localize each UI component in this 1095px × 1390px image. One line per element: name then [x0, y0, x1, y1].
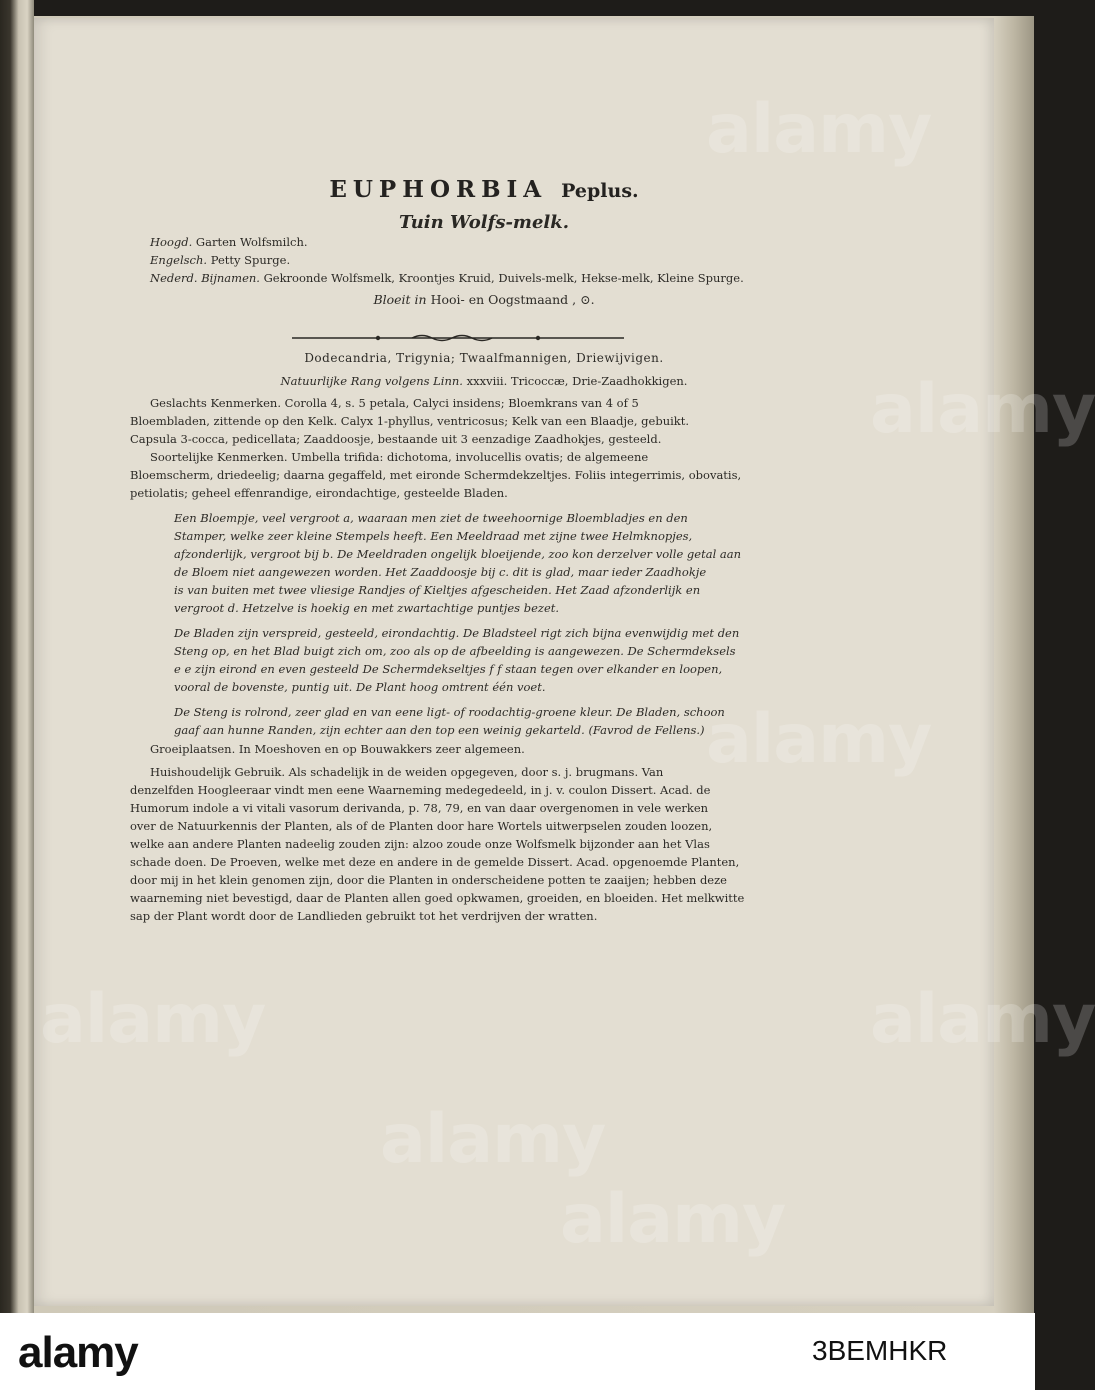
footer-bar — [0, 1313, 1035, 1390]
leaf-line: Steng op, en het Blad buigt zich om, zoo als op de afbeelding is aangewezen. De Schermdeksels — [174, 644, 736, 658]
name-row-dutch: Nederd. Bijnamen. Gekroonde Wolfsmelk, Kroontjes Kruid, Duivels-melk, Hekse-melk, Kleine Spurge. — [150, 271, 744, 285]
flower-line: Een Bloempje, veel vergroot a, waaraan men ziet de tweehoornige Bloembladjes en den — [174, 511, 688, 525]
usage-line: sap der Plant wordt door de Landlieden gebruikt tot het verdrijven der wratten. — [130, 909, 598, 923]
usage-line: welke aan andere Planten nadeelig zouden zijn: alzoo zoude onze Wolfsmelk bijzonder aan het Vlas — [130, 837, 710, 851]
usage-line: over de Natuurkennis der Planten, als of de Planten door hare Wortels uitwerpselen zouden loozen, — [130, 819, 713, 833]
watermark: alamy — [706, 700, 932, 779]
genus-line: Geslachts Kenmerken. Corolla 4, s. 5 petala, Calyci insidens; Bloemkrans van 4 of 5 — [150, 396, 639, 410]
species-line: Bloemscherm, driedeelig; daarna gegaffeld, met eironde Schermdekzeltjes. Foliis integerrimis, obovatis, — [130, 468, 742, 482]
species-line: Soortelijke Kenmerken. Umbella trifida: dichotoma, involucellis ovatis; de algemeene — [150, 450, 649, 464]
watermark: alamy — [560, 1180, 786, 1259]
name-row-german: Hoogd. Garten Wolfsmilch. — [150, 235, 308, 249]
species-name: Peplus. — [561, 180, 639, 202]
usage-line: schade doen. De Proeven, welke met deze en andere in de gemelde Dissert. Acad. opgenoemde Planten, — [130, 855, 740, 869]
classification: Dodecandria, Trigynia; Twaalfmannigen, Driewijvigen. — [304, 351, 664, 365]
flower-line: Stamper, welke zeer kleine Stempels heeft. Een Meeldraad met zijne twee Helmknopjes, — [174, 529, 693, 543]
growing-places: Groeiplaatsen. In Moeshoven en op Bouwakkers zeer algemeen. — [150, 742, 525, 756]
book-spine — [0, 0, 34, 1313]
natural-rank: Natuurlijke Rang volgens Linn. xxxviii. Tricoccæ, Drie-Zaadhokkigen. — [280, 374, 688, 388]
genus-line: Bloembladen, zittende op den Kelk. Calyx 1-phyllus, ventricosus; Kelk van een Blaadje, gebuikt. — [130, 414, 690, 428]
ornamental-rule — [292, 334, 624, 342]
flower-line: vergroot d. Hetzelve is hoekig en met zwartachtige puntjes bezet. — [174, 601, 560, 615]
footer-logo: alamy — [18, 1328, 138, 1377]
species-line: petiolatis; geheel effenrandige, eirondachtige, gesteelde Bladen. — [130, 486, 508, 500]
watermark: alamy — [870, 980, 1095, 1059]
stem-line: gaaf aan hunne Randen, zijn echter aan den top een weinig gekarteld. (Favrod de Fellens.) — [174, 723, 705, 737]
watermark: alamy — [870, 370, 1095, 449]
flower-line: is van buiten met twee vliesige Randjes of Kieltjes afgescheiden. Het Zaad afzonderlijk en — [174, 583, 701, 597]
genus-name: EUPHORBIA — [329, 176, 548, 203]
leaf-line: vooral de bovenste, puntig uit. De Plant hoog omtrent één voet. — [174, 680, 546, 694]
image-id: 3BEMHKR — [812, 1335, 948, 1366]
usage-line: Humorum indole a vi vitali vasorum derivanda, p. 78, 79, en van daar overgenomen in vele werken — [130, 801, 709, 815]
usage-line: waarneming niet bevestigd, daar de Planten allen goed opkwamen, groeiden, en bloeiden. Het melkwitte — [130, 891, 745, 905]
watermark: alamy — [380, 1100, 606, 1179]
dutch-title: Tuin Wolfs-melk. — [398, 212, 570, 233]
watermark: alamy — [40, 980, 266, 1059]
flower-line: de Bloem niet aangewezen worden. Het Zaaddoosje bij c. dit is glad, maar ieder Zaadhokje — [174, 565, 707, 579]
usage-line: door mij in het klein genomen zijn, door die Planten in onderscheidene potten te zaaijen; hebben deze — [130, 873, 727, 887]
genus-line: Capsula 3-cocca, pedicellata; Zaaddoosje, bestaande uit 3 eenzadige Zaadhokjes, gesteeld. — [130, 432, 662, 446]
watermark: alamy — [706, 90, 932, 169]
flower-line: afzonderlijk, vergroot bij b. De Meeldraden ongelijk bloeijende, zoo kon derzelver volle getal aan — [174, 547, 742, 561]
bloom-line: Bloeit in Hooi- en Oogstmaand , ⊙. — [373, 292, 595, 307]
stem-line: De Steng is rolrond, zeer glad en van eene ligt- of roodachtig-groene kleur. De Bladen, schoon — [174, 705, 725, 719]
leaf-line: e e zijn eirond en even gesteeld De Schermdekseltjes f f staan tegen over elkander en loopen, — [174, 662, 723, 676]
usage-line: denzelfden Hoogleeraar vindt men eene Waarneming medegedeeld, in j. v. coulon Dissert. Acad. de — [130, 783, 711, 797]
name-row-english: Engelsch. Petty Spurge. — [150, 253, 291, 267]
page-title — [34, 176, 934, 203]
usage-line: Huishoudelijk Gebruik. Als schadelijk in de weiden opgegeven, door s. j. brugmans. Van — [150, 765, 664, 779]
leaf-line: De Bladen zijn verspreid, gesteeld, eirondachtig. De Bladsteel rigt zich bijna evenwijdig met den — [174, 626, 740, 640]
